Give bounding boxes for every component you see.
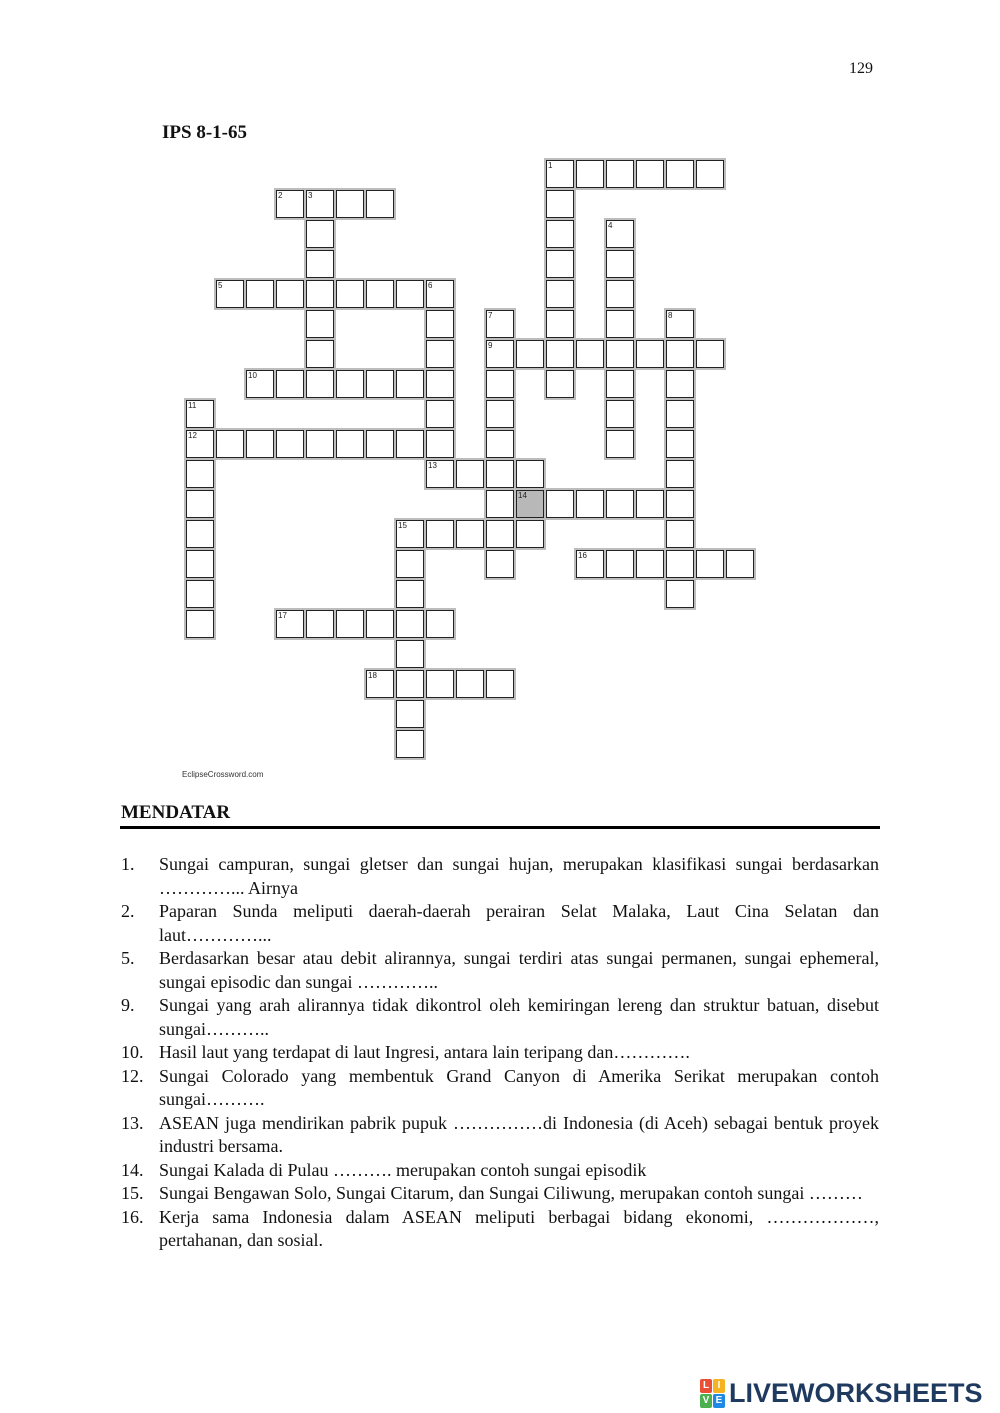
crossword-cell[interactable]: [276, 430, 304, 458]
crossword-cell[interactable]: [636, 490, 664, 518]
crossword-cell[interactable]: [666, 310, 694, 338]
clue-item: [121, 1041, 879, 1065]
clue-number-label: 8: [668, 311, 673, 320]
crossword-cell[interactable]: [726, 550, 754, 578]
crossword-cell[interactable]: [486, 550, 514, 578]
crossword-cell[interactable]: [426, 460, 454, 488]
crossword-cell[interactable]: [306, 370, 334, 398]
clue-number-label: 13: [428, 461, 437, 470]
crossword-cell[interactable]: [396, 580, 424, 608]
clue-text: Sungai yang arah alirannya tidak dikontrol oleh kemiringan lereng dan struktur batuan, disebut sungai………..: [159, 995, 879, 1039]
crossword-cell[interactable]: [576, 340, 604, 368]
crossword-cell[interactable]: [306, 610, 334, 638]
clue-number-label: 3: [308, 191, 313, 200]
clue-item: [121, 947, 879, 994]
crossword-cell[interactable]: [486, 520, 514, 548]
clue-number: 13.: [121, 1112, 144, 1133]
crossword-cell[interactable]: [546, 490, 574, 518]
crossword-cell[interactable]: [426, 670, 454, 698]
crossword-cell[interactable]: [396, 280, 424, 308]
section-divider: [120, 826, 880, 829]
clue-number: 14.: [121, 1159, 144, 1180]
crossword-cell[interactable]: [336, 610, 364, 638]
crossword-cell[interactable]: [516, 340, 544, 368]
crossword-cell[interactable]: [396, 610, 424, 638]
crossword-cell[interactable]: [696, 550, 724, 578]
crossword-cell[interactable]: [426, 400, 454, 428]
crossword-cell[interactable]: [276, 280, 304, 308]
crossword-cell[interactable]: [186, 550, 214, 578]
clue-list: [121, 853, 879, 1253]
logo-letter: E: [713, 1394, 725, 1408]
crossword-cell[interactable]: [336, 190, 364, 218]
crossword-cell[interactable]: [666, 370, 694, 398]
crossword-cell[interactable]: [246, 430, 274, 458]
crossword-cell[interactable]: [426, 340, 454, 368]
crossword-cell[interactable]: [306, 430, 334, 458]
brand-name: LIVEWORKSHEETS: [729, 1377, 983, 1408]
crossword-cell[interactable]: [186, 430, 214, 458]
crossword-cell[interactable]: [216, 430, 244, 458]
crossword-cell[interactable]: [456, 670, 484, 698]
crossword-cell[interactable]: [306, 220, 334, 248]
crossword-cell[interactable]: [606, 490, 634, 518]
crossword-cell[interactable]: [696, 340, 724, 368]
crossword-cell[interactable]: [186, 460, 214, 488]
crossword-cell[interactable]: [576, 490, 604, 518]
clue-number-label: 1: [548, 161, 553, 170]
crossword-cell[interactable]: [606, 280, 634, 308]
clue-item: [121, 1159, 879, 1183]
clue-number-label: 6: [428, 281, 433, 290]
crossword-cell[interactable]: [426, 310, 454, 338]
crossword-cell[interactable]: [306, 280, 334, 308]
clue-text: Paparan Sunda meliputi daerah-daerah perairan Selat Malaka, Laut Cina Selatan dan laut…………...: [159, 901, 879, 945]
crossword-cell[interactable]: [306, 190, 334, 218]
crossword-cell[interactable]: [696, 160, 724, 188]
clue-text: Sungai Bengawan Solo, Sungai Citarum, dan Sungai Ciliwung, merupakan contoh sungai ………: [159, 1183, 863, 1203]
liveworksheets-brand: [700, 1376, 983, 1410]
clue-number-label: 10: [248, 371, 257, 380]
clue-number-label: 18: [368, 671, 377, 680]
clue-item: [121, 1065, 879, 1112]
crossword-cell[interactable]: [546, 250, 574, 278]
clue-text: Sungai Colorado yang membentuk Grand Canyon di Amerika Serikat merupakan contoh sungai……….: [159, 1065, 879, 1109]
crossword-cell[interactable]: [606, 430, 634, 458]
crossword-cell[interactable]: [186, 400, 214, 428]
crossword-cell[interactable]: [546, 340, 574, 368]
crossword-cell[interactable]: [666, 550, 694, 578]
crossword-cell[interactable]: [606, 550, 634, 578]
crossword-cell[interactable]: [666, 460, 694, 488]
puzzle-code: IPS 8-1-65: [162, 122, 247, 143]
crossword-cell[interactable]: [486, 490, 514, 518]
section-heading-mendatar: MENDATAR: [121, 802, 231, 823]
crossword-credit: EclipseCrossword.com: [182, 770, 264, 779]
crossword-cell[interactable]: [276, 190, 304, 218]
clue-item: [121, 900, 879, 947]
crossword-cell[interactable]: [396, 550, 424, 578]
crossword-cell[interactable]: [606, 340, 634, 368]
crossword-cell[interactable]: [336, 370, 364, 398]
crossword-cell[interactable]: [186, 610, 214, 638]
crossword-cell[interactable]: [396, 700, 424, 728]
crossword-cell[interactable]: [246, 280, 274, 308]
logo-letter: L: [700, 1379, 712, 1393]
crossword-cell[interactable]: [666, 160, 694, 188]
crossword-cell[interactable]: [186, 490, 214, 518]
clue-item: [121, 994, 879, 1041]
clue-text: Berdasarkan besar atau debit alirannya, sungai terdiri atas sungai permanen, sungai ephemeral, sungai episodic dan sungai …………..: [159, 948, 879, 992]
crossword-cell[interactable]: [396, 640, 424, 668]
crossword-cell[interactable]: [456, 520, 484, 548]
crossword-cell[interactable]: [516, 520, 544, 548]
crossword-cell[interactable]: [426, 520, 454, 548]
crossword-cell[interactable]: [576, 160, 604, 188]
clue-text: Sungai campuran, sungai gletser dan sungai hujan, merupakan klasifikasi sungai berdasarkan …………... Airnya: [159, 854, 879, 898]
crossword-cell[interactable]: [396, 520, 424, 548]
crossword-cell[interactable]: [456, 460, 484, 488]
clue-number: 15.: [121, 1183, 144, 1203]
crossword-cell[interactable]: [666, 400, 694, 428]
logo-letter: I: [713, 1379, 725, 1393]
crossword-cell[interactable]: [186, 580, 214, 608]
clue-item: [121, 1206, 879, 1253]
crossword-cell[interactable]: [306, 310, 334, 338]
crossword-cell[interactable]: [366, 280, 394, 308]
crossword-cell[interactable]: [306, 340, 334, 368]
crossword-cell[interactable]: [606, 160, 634, 188]
clue-number: 10.: [121, 1042, 144, 1062]
crossword-cell[interactable]: [276, 610, 304, 638]
crossword-cell[interactable]: [666, 490, 694, 518]
crossword-cell[interactable]: [666, 580, 694, 608]
clue-number-label: 2: [278, 191, 283, 200]
clue-text: Sungai Kalada di Pulau ………. merupakan contoh sungai episodik: [159, 1159, 647, 1180]
crossword-cell[interactable]: [336, 430, 364, 458]
crossword-cell[interactable]: [426, 280, 454, 308]
crossword-cell[interactable]: [486, 310, 514, 338]
clue-number-label: 16: [578, 551, 587, 560]
crossword-cell[interactable]: [276, 370, 304, 398]
crossword-cell[interactable]: [186, 520, 214, 548]
crossword-cell[interactable]: [606, 400, 634, 428]
clue-number-label: 14: [518, 491, 527, 500]
crossword-cell[interactable]: [546, 280, 574, 308]
clue-number: 2.: [121, 901, 135, 921]
crossword-cell[interactable]: [546, 370, 574, 398]
crossword-cell[interactable]: [246, 370, 274, 398]
clue-text: Kerja sama Indonesia dalam ASEAN meliputi berbagai bidang ekonomi, ………………, pertahanan, dan sosial.: [159, 1206, 879, 1250]
clue-item: [121, 853, 879, 900]
crossword-cell[interactable]: [546, 160, 574, 188]
crossword-cell[interactable]: [426, 370, 454, 398]
crossword-cell[interactable]: [216, 280, 244, 308]
clue-number-label: 4: [608, 221, 613, 230]
crossword-cell[interactable]: [306, 250, 334, 278]
crossword-cell[interactable]: [486, 430, 514, 458]
crossword-blank-cell: [516, 490, 544, 518]
clue-number: 16.: [121, 1206, 144, 1227]
crossword-cell[interactable]: [666, 520, 694, 548]
crossword-cell[interactable]: [606, 250, 634, 278]
clue-number-label: 12: [188, 431, 197, 440]
clue-number-label: 17: [278, 611, 287, 620]
crossword-cell[interactable]: [336, 280, 364, 308]
crossword-cell[interactable]: [606, 370, 634, 398]
crossword-cell[interactable]: [636, 160, 664, 188]
clue-number: 1.: [121, 854, 135, 874]
clue-number: 12.: [121, 1065, 144, 1086]
clue-number-label: 9: [488, 341, 493, 350]
crossword-cell[interactable]: [666, 340, 694, 368]
crossword-cell[interactable]: [486, 670, 514, 698]
crossword-cell[interactable]: [366, 190, 394, 218]
clue-item: [121, 1112, 879, 1159]
crossword-cell[interactable]: [546, 190, 574, 218]
clue-number: 9.: [121, 995, 135, 1015]
crossword-cell[interactable]: [396, 670, 424, 698]
crossword-cell[interactable]: [366, 430, 394, 458]
logo-letter: V: [700, 1394, 712, 1408]
clue-number-label: 7: [488, 311, 493, 320]
crossword-cell[interactable]: [366, 670, 394, 698]
crossword-cell[interactable]: [546, 220, 574, 248]
crossword-cell[interactable]: [516, 460, 544, 488]
clue-text: ASEAN juga mendirikan pabrik pupuk ……………di Indonesia (di Aceh) sebagai bentuk proyek industri bersama.: [159, 1112, 879, 1156]
clue-item: [121, 1182, 879, 1206]
crossword-cell[interactable]: [366, 610, 394, 638]
crossword-cell[interactable]: [666, 430, 694, 458]
crossword-cell[interactable]: [396, 730, 424, 758]
crossword-cell[interactable]: [486, 370, 514, 398]
crossword-cell[interactable]: [576, 550, 604, 578]
clue-number-label: 15: [398, 521, 407, 530]
crossword-cell[interactable]: [396, 430, 424, 458]
crossword-cell[interactable]: [426, 610, 454, 638]
crossword-cell[interactable]: [606, 220, 634, 248]
clue-number: 5.: [121, 948, 135, 968]
crossword-cell[interactable]: [396, 370, 424, 398]
clue-number-label: 5: [218, 281, 223, 290]
crossword-cell[interactable]: [486, 460, 514, 488]
crossword-cell[interactable]: [546, 310, 574, 338]
page-number: 129: [849, 60, 873, 77]
liveworksheets-logo-icon: [700, 1379, 725, 1408]
clue-text: Hasil laut yang terdapat di laut Ingresi, antara lain teripang dan………….: [159, 1042, 690, 1062]
crossword-cell[interactable]: [486, 340, 514, 368]
crossword-cell[interactable]: [486, 400, 514, 428]
crossword-cell[interactable]: [426, 430, 454, 458]
crossword-cell[interactable]: [636, 550, 664, 578]
crossword-cell[interactable]: [606, 310, 634, 338]
crossword-cell[interactable]: [636, 340, 664, 368]
crossword-cell[interactable]: [366, 370, 394, 398]
clue-number-label: 11: [188, 401, 197, 410]
